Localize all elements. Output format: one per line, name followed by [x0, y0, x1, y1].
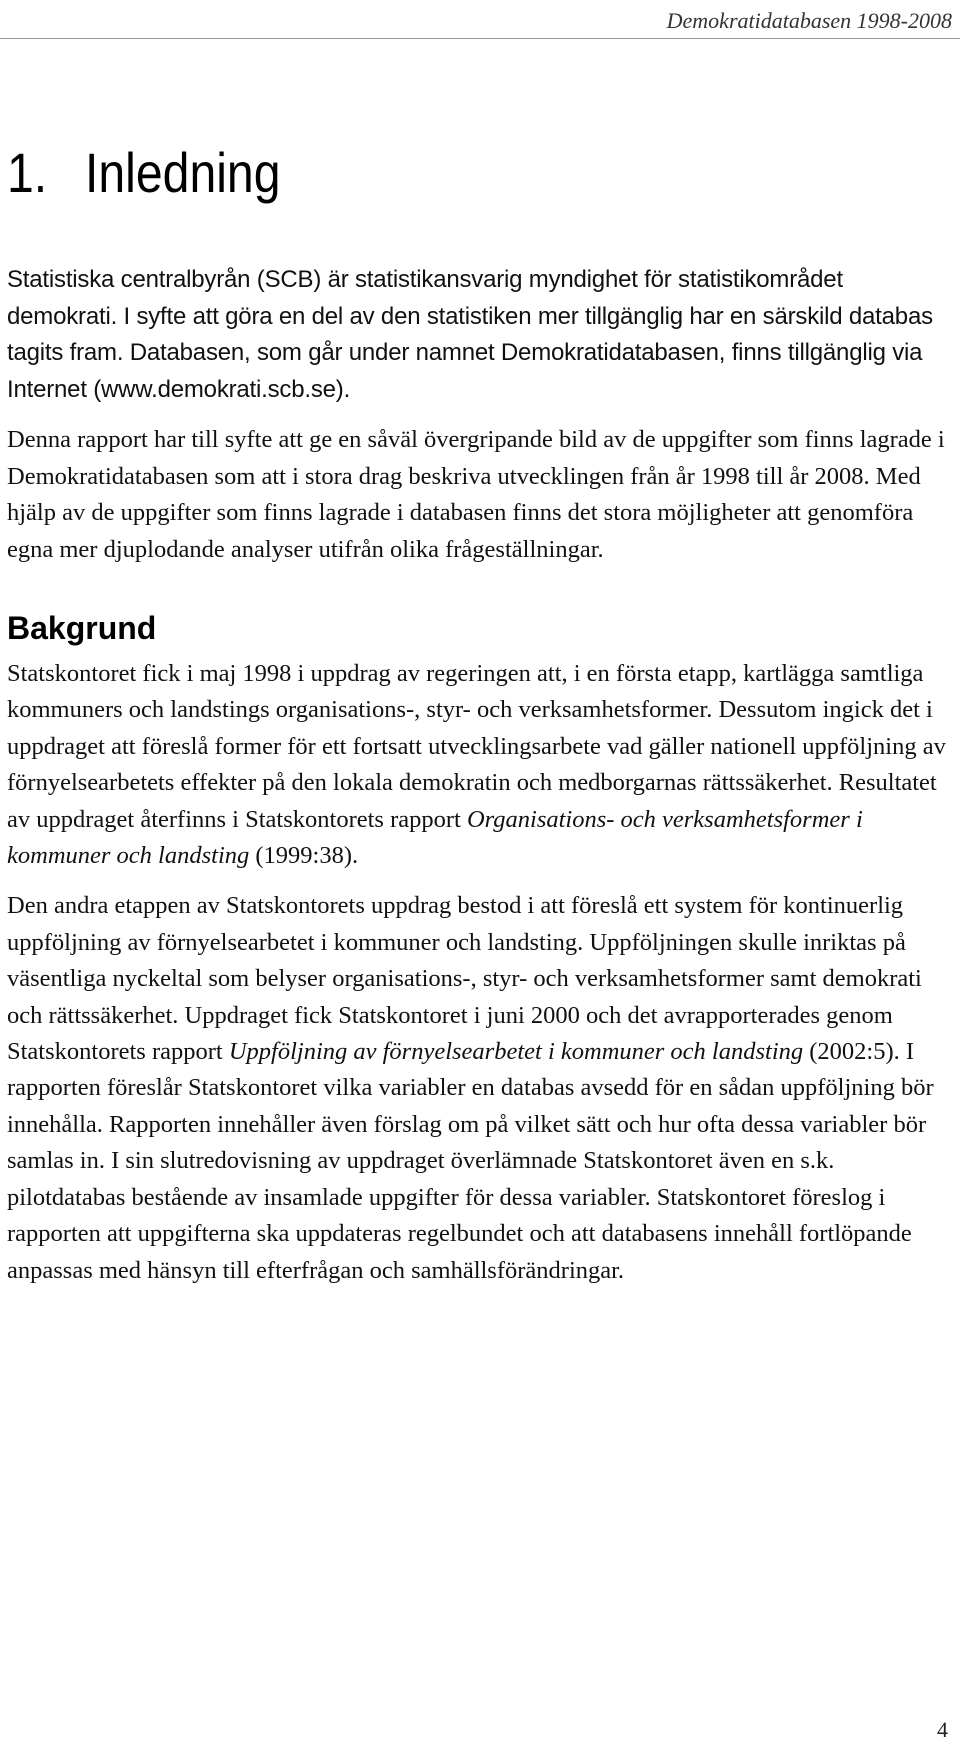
intro-paragraph-1: Statistiska centralbyrån (SCB) är statistikansvarig myndighet för statistikområdet demokrati. I syfte att göra en del av den statistiken mer tillgänglig har en särskild databas tagits fram. Databasen, som går under namnet Demokratidatabasen, finns tillgänglig via Internet (www.demokrati.scb.se). — [7, 266, 933, 403]
bakgrund-p2-text-after: (2002:5). I rapporten föreslår Statskontoret vilka variabler en databas avsedd för en sådan uppföljning bör innehålla. Rapporten innehåller även förslag om på vilket sätt och hur ofta dessa variabler bör samlas in. I sin slutredovisning av uppdraget överlämnade Statskontoret även en s.k. pilotdatabas bestående av insamlade uppgifter för dessa variabler. Statskontoret föreslog i rapporten att uppgifterna ska uppdateras regelbundet och att databasens innehåll fortlöpande anpassas med hänsyn till efterfrågan och samhällsförändringar. — [7, 1038, 934, 1284]
intro-paragraph-2: Denna rapport har till syfte att ge en såväl övergripande bild av de uppgifter som finns lagrade i Demokratidatabasen som att i stora drag beskriva utvecklingen från år 1998 till år 2008. Med hjälp av de uppgifter som finns lagrade i databasen finns det stora möjligheter att genomföra egna mer djuplodande analyser utifrån olika frågeställningar. — [7, 426, 945, 563]
section-heading-bakgrund: Bakgrund — [7, 610, 157, 646]
bakgrund-paragraph-1 — [7, 656, 953, 874]
chapter-heading — [7, 142, 821, 204]
bakgrund-p1-text-after: (1999:38). — [249, 842, 359, 870]
chapter-title: Inledning — [85, 141, 281, 204]
running-header: Demokratidatabasen 1998-2008 — [666, 8, 952, 33]
bakgrund-paragraph-2 — [7, 888, 953, 1288]
chapter-number: 1. — [7, 141, 48, 204]
report-title-1999: Organisations- och verksamhetsformer i kommuner och landsting — [7, 805, 863, 870]
bakgrund-p1-text-before: Statskontoret fick i maj 1998 i uppdrag av regeringen att, i en första etapp, kartlägga samtliga kommuners och landstings organisations-, styr- och verksamhetsformer. Dessutom ingick det i uppdraget att föreslå former för ett fortsatt utvecklingsarbete vad gäller nationell uppföljning av förnyelsearbetets effekter på den lokala demokratin och medborgarnas rättssäkerhet. Resultatet av uppdraget återfinns i Statskontorets rapport — [7, 660, 946, 833]
header-rule — [0, 38, 960, 39]
bakgrund-p2-text-before: Den andra etappen av Statskontorets uppdrag bestod i att föreslå ett system för kontinuerlig uppföljning av förnyelsearbetet i kommuner och landsting. Uppföljningen skulle inriktas på väsentliga nyckeltal som belyser organisations-, styr- och verksamhetsformer samt demokrati och rättssäkerhet. Uppdraget fick Statskontoret i juni 2000 och det avrapporterades genom Statskontorets rapport — [7, 892, 922, 1066]
page-number: 4 — [937, 1717, 948, 1742]
report-title-2002: Uppföljning av förnyelsearbetet i kommuner och landsting — [228, 1038, 804, 1066]
page-content — [7, 100, 953, 1303]
